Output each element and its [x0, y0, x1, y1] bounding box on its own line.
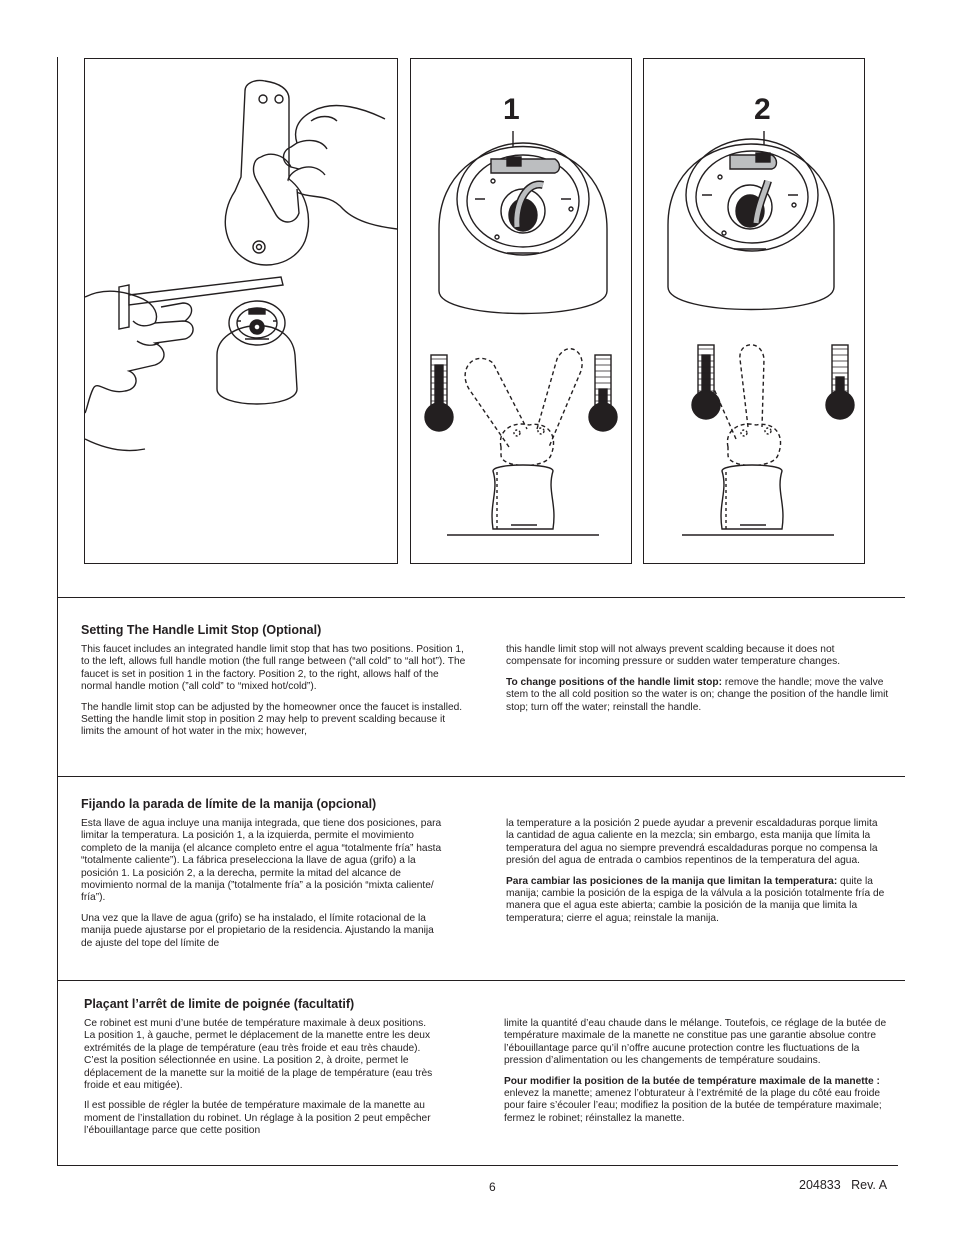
page-left-rule [57, 57, 58, 1165]
english-instructions [506, 677, 892, 714]
section-title-english: Setting The Handle Limit Stop (Optional) [81, 623, 322, 637]
divider-after-spanish [57, 980, 905, 981]
spanish-paragraph-1: Esta llave de agua incluye una manija integrada, que tiene dos posiciones, para limitar la temperatura. La posición 1, a la izquierda, permite el movimiento completo de la manija (el alcance completo entre el agua “totalmente fría” hasta “totalmente caliente”). La fábrica preselecciona la llave de agua (grifo) a la posición 1. La posición 2, a la derecha, permite la mitad del alcance de movimiento normal de la manija (”totalmente fría” a la posición “mixta caliente/ fría”). [81, 818, 442, 904]
french-column-left [84, 1018, 440, 1146]
spanish-instructions-heading: Para cambiar las posiciones de la manija que limitan la temperatura: [506, 875, 838, 887]
french-instructions [504, 1076, 896, 1126]
french-instructions-text: enlevez la manette; amenez l’obturateur à l’extrémité de la plage du côté eau froide pour faire s’écouler l’eau; modifiez la position de la butée de température maximale; fermez le robinet; réinstallez la manette. [504, 1088, 882, 1124]
spanish-column-right [506, 818, 888, 933]
english-column-right [506, 644, 892, 722]
illustration-position-2-panel [643, 58, 865, 564]
spanish-paragraph-2: Una vez que la llave de agua (grifo) se ha instalado, el límite rotacional de la manija puede ajustarse por el propietario de la residencia. Ajustando la manija de ajuste del tope del límite de [81, 912, 434, 949]
english-column-left [81, 644, 471, 747]
french-instructions-heading: Pour modifier la position de la butée de température maximale de la manette : [504, 1075, 880, 1087]
divider-after-figures [57, 597, 905, 598]
divider-footer [57, 1165, 898, 1166]
english-paragraph-3: this handle limit stop will not always prevent scalding because it does not compensate for incoming pressure or sudden water temperature changes. [506, 644, 841, 668]
english-paragraph-2: The handle limit stop can be adjusted by the homeowner once the faucet is installed. Setting the handle limit stop in position 2 may help to prevent scalding because it limits the amount of hot water in the mix; however, [81, 701, 463, 738]
document-revision: 204833 Rev. A [799, 1178, 888, 1192]
position-1-label: 1 [503, 93, 520, 126]
position-2-label: 2 [754, 93, 771, 126]
french-paragraph-2: Il est possible de régler la butée de température maximale de la manette au moment de l’installation du robinet. Un réglage à la position 2 peut empêcher l’ébouillantage parce que cette position [84, 1100, 431, 1137]
spanish-instructions-text: quite la manija; cambie la posición de la espiga de la válvula a la posición totalmente fría de manera que el agua este abierta; cambie la posición de la manija que limita la temperatura; cierre el agua; reinstale la manija. [506, 875, 885, 924]
illustration-position-1-panel [410, 58, 632, 564]
divider-after-english [57, 776, 905, 777]
section-title-french: Plaçant l’arrêt de limite de poignée (facultatif) [84, 997, 355, 1011]
spanish-paragraph-3: la temperature a la posición 2 puede ayudar a prevenir escaldaduras porque limita la cantidad de agua caliente en la mezcla; sin embargo, esta manija que límita la temperatura del agua no siempre prevendrá escaldaduras porque no compensa la presión del agua de entrada o cambios repentinos de la temperatura del agua. [506, 818, 878, 867]
english-paragraph-1: This faucet includes an integrated handle limit stop that has two positions. Position 1, to the left, allows full handle motion (the full range between (“all cold” to “all hot”). The faucet is set in position 1 in the factory. Position 2, to the right, allows half of the normal handle motion (”all cold” to “mixed hot/cold”). [81, 644, 466, 693]
french-paragraph-3: limite la quantité d’eau chaude dans le mélange. Toutefois, ce réglage de la butée de température maximale de la manette ne constitue pas une garantie absolue contre l’ébouillantage parce qu’il n’offre aucune protection contre les fluctuations de la pression d’alimentation ou les changements de température soudains. [504, 1018, 887, 1067]
page-number: 6 [489, 1180, 496, 1194]
illustration-hands-panel [84, 58, 398, 564]
english-instructions-heading: To change positions of the handle limit stop: [506, 676, 723, 688]
french-column-right [504, 1018, 896, 1133]
english-instructions-text: remove the handle; move the valve stem to the all cold position so the water is on; change the position of the handle limit stop; turn off the water; reinstall the handle. [506, 676, 889, 713]
section-title-spanish: Fijando la parada de límite de la manija (opcional) [81, 797, 377, 811]
spanish-column-left [81, 818, 443, 958]
french-paragraph-1: Ce robinet est muni d’une butée de température maximale à deux positions. La position 1, à gauche, permet le déplacement de la manette entre les deux extrémités de la plage de température (eau très froide et eau très chaude). C’est la position sélectionnée en usine. La position 2, à droite, permet le déplacement de la manette sur la moitié de la plage de température (eau très froide et eau mitigée). [84, 1018, 433, 1092]
spanish-instructions [506, 876, 888, 926]
